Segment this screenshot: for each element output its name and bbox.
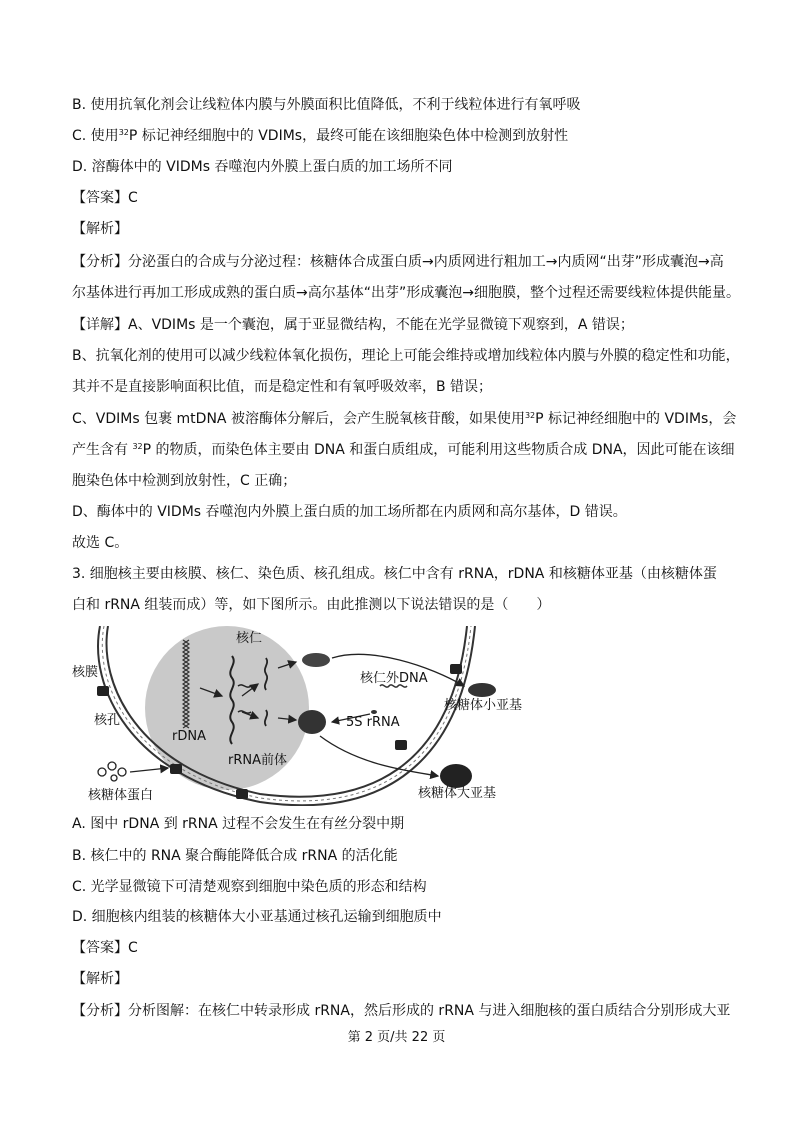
detail-d: D、酶体中的 VIDMs 吞噬泡内外膜上蛋白质的加工场所都在内质网和高尔基体，D 错误。 [72, 504, 627, 520]
ribosomal-protein-particles [98, 762, 126, 781]
conclusion: 故选 C。 [72, 535, 129, 551]
detail-c-1 [72, 410, 736, 428]
small-subunit-inner [302, 653, 330, 667]
question-3-line-2: 白和 rRNA 组装而成）等，如下图所示。由此推测以下说法错误的是（ ） [72, 597, 551, 613]
fenxi-line-2: 尔基体进行再加工形成成熟的蛋白质→高尔基体“出芽”形成囊泡→细胞膜，整个过程还需要线粒体提供能量。 [72, 285, 740, 301]
answer-label-2: 【答案】C [72, 940, 138, 956]
small-subunit-outside [468, 683, 496, 697]
option-d-text: D. 溶酶体中的 VIDMs 吞噬泡内外膜上蛋白质的加工场所不同 [72, 159, 453, 175]
option-d-q3: D. 细胞核内组装的核糖体大小亚基通过核孔运输到细胞质中 [72, 909, 442, 925]
fenxi-2-line: 【分析】分析图解：在核仁中转录形成 rRNA，然后形成的 rRNA 与进入细胞核的蛋白质结合分别形成大亚 [72, 1003, 731, 1019]
option-c-pre: C. 使用 [72, 128, 119, 144]
analysis-label: 【解析】 [72, 221, 128, 237]
superscript-32: 32 [132, 442, 143, 451]
label-pore: 核孔 [94, 713, 121, 728]
detail-c-3: 胞染色体中检测到放射性，C 正确； [72, 473, 297, 489]
detail-c-1-pre: C、VDIMs 包裹 mtDNA 被溶酶体分解后，会产生脱氧核苷酸，如果使用 [72, 411, 525, 427]
label-ribosomal-protein: 核糖体蛋白 [88, 788, 154, 803]
superscript-32: 32 [524, 411, 536, 420]
page-footer: 第 2 页/共 22 页 [347, 1030, 446, 1045]
label-membrane: 核膜 [72, 665, 99, 680]
label-5s-rrna: 5S rRNA [346, 715, 400, 730]
analysis-label-2: 【解析】 [72, 971, 128, 987]
superscript-32: 32 [118, 128, 129, 137]
option-b-q3: B. 核仁中的 RNA 聚合酶能降低合成 rRNA 的活化能 [72, 848, 398, 864]
question-3-line-1: 3. 细胞核主要由核膜、核仁、染色质、核孔组成。核仁中含有 rRNA，rDNA 和核糖体亚基（由核糖体蛋 [72, 566, 717, 582]
option-a-q3: A. 图中 rDNA 到 rRNA 过程不会发生在有丝分裂中期 [72, 816, 405, 832]
detail-c-1-post: P 标记神经细胞中的 VDIMs，会 [535, 411, 737, 427]
detail-c-2-pre: 产生含有 [72, 442, 133, 458]
option-c-q3: C. 光学显微镜下可清楚观察到细胞中染色质的形态和结构 [72, 879, 427, 895]
option-c-post: P 标记神经细胞中的 VDIMs，最终可能在该细胞染色体中检测到放射性 [128, 128, 569, 144]
label-nucleolus: 核仁 [236, 631, 263, 646]
option-c-text [72, 127, 568, 145]
label-large-subunit: 核糖体大亚基 [418, 786, 497, 801]
detail-a: 【详解】A、VDIMs 是一个囊泡，属于亚显微结构，不能在光学显微镜下观察到，A 错误； [72, 317, 634, 333]
answer-label: 【答案】C [72, 190, 138, 206]
option-b-text: B. 使用抗氧化剂会让线粒体内膜与外膜面积比值降低，不利于线粒体进行有氧呼吸 [72, 97, 581, 113]
detail-c-2-post: P 的物质，而染色体主要由 DNA 和蛋白质组成，可能利用这些物质合成 DNA，因此可能在该细 [142, 442, 735, 458]
label-rdna: rDNA [172, 729, 206, 744]
label-small-subunit: 核糖体小亚基 [444, 698, 523, 713]
fenxi-line-1: 【分析】分泌蛋白的合成与分泌过程：核糖体合成蛋白质→内质网进行粗加工→内质网“出芽”形成囊泡→高 [72, 254, 724, 270]
label-rrna-precursor: rRNA前体 [228, 753, 287, 768]
nucleus-diagram [70, 626, 540, 806]
detail-c-2 [72, 441, 735, 459]
large-subunit-inner [298, 710, 326, 734]
detail-b-1: B、抗氧化剂的使用可以减少线粒体氧化损伤，理论上可能会维持或增加线粒体内膜与外膜的稳定性和功能， [72, 348, 740, 364]
label-extra-dna: 核仁外DNA [360, 671, 428, 686]
detail-b-2: 其并不是直接影响面积比值，而是稳定性和有氧呼吸效率，B 错误； [72, 379, 493, 395]
